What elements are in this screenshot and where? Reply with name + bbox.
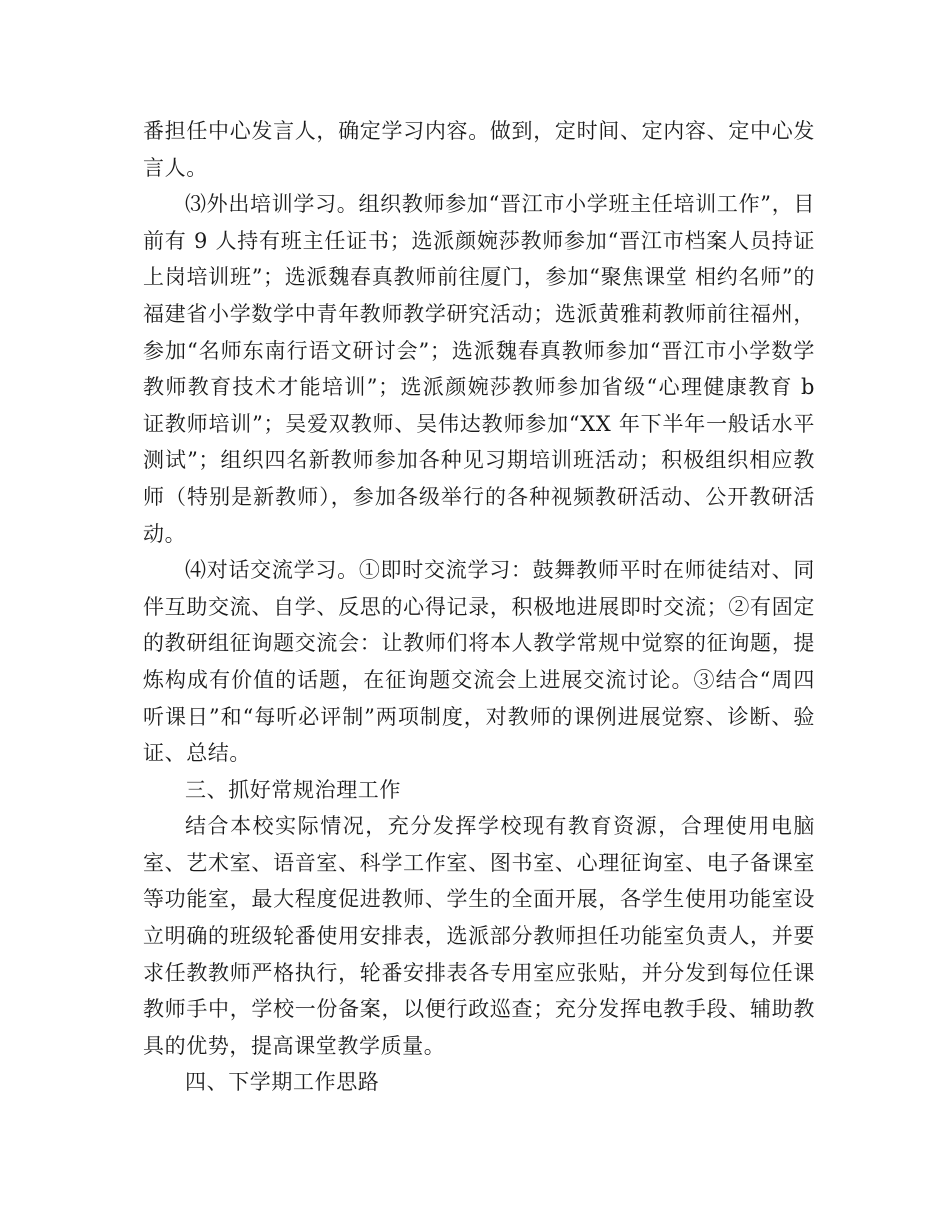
document-body: [143, 113, 815, 1101]
paragraph-dialogue-exchange: ⑷对话交流学习。①即时交流学习：鼓舞教师平时在师徒结对、同伴互助交流、自学、反思的心得记录，积极地进展即时交流；②有固定的教研组征询题交流会：让教师们将本人教学常规中觉察的征询题，提炼构成有价值的话题，在征询题交流会上进展交流讨论。③结合“周四听课日”和“每听必评制”两项制度，对教师的课例进展觉察、诊断、验证、总结。: [143, 558, 815, 766]
paragraph-external-training: ⑶外出培训学习。组织教师参加“晋江市小学班主任培训工作”，目前有 9 人持有班主任证书；选派颜婉莎教师参加“晋江市档案人员持证上岗培训班”；选派魏春真教师前往厦门，参加“聚焦课堂 相约名师”的福建省小学数学中青年教师教学研究活动；选派黄雅莉教师前往福州，参加“名师东南行语文研讨会”；选派魏春真教师参加“晋江市小学数学教师教育技术才能培训”；选派颜婉莎教师参加省级“心理健康教育 b 证教师培训”；吴爱双教师、吴伟达教师参加“XX 年下半年一般话水平测试”；组织四名新教师参加各种见习期培训班活动；积极组织相应教师（特别是新教师），参加各级举行的各种视频教研活动、公开教研活动。: [143, 192, 815, 546]
section-heading-3: 三、抓好常规治理工作: [185, 777, 401, 802]
section-heading-4: 四、下学期工作思路: [185, 1070, 380, 1095]
paragraph-routine-management: 结合本校实际情况，充分发挥学校现有教育资源，合理使用电脑室、艺术室、语音室、科学工作室、图书室、心理征询室、电子备课室等功能室，最大程度促进教师、学生的全面开展，各学生使用功能室设立明确的班级轮番使用安排表，选派部分教师担任功能室负责人，并要求任教教师严格执行，轮番安排表各专用室应张贴，并分发到每位任课教师手中，学校一份备案，以便行政巡查；充分发挥电教手段、辅助教具的优势，提高课堂教学质量。: [143, 814, 815, 1058]
paragraph-continuation: 番担任中心发言人，确定学习内容。做到，定时间、定内容、定中心发言人。: [143, 119, 815, 180]
